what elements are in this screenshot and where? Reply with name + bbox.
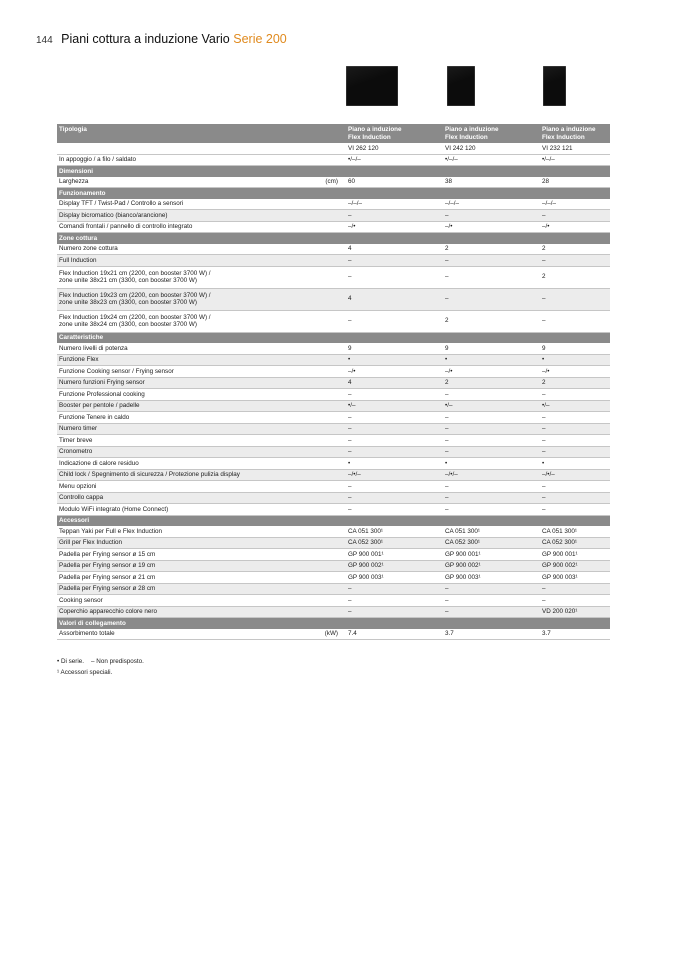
cell-value: – bbox=[443, 606, 540, 618]
row-label: Comandi frontali / pannello di controllo integrato bbox=[57, 221, 346, 233]
cell-value: 3.7 bbox=[443, 629, 540, 640]
cell-value: – bbox=[346, 412, 443, 424]
legend-line: • Di serie. – Non predisposto. bbox=[57, 658, 144, 665]
cell-value: GP 900 001¹ bbox=[443, 549, 540, 561]
row-label: Numero livelli di potenza bbox=[57, 343, 346, 354]
cell-value: – bbox=[540, 435, 610, 447]
cell-value: 7.4 bbox=[346, 629, 443, 640]
table-row bbox=[57, 526, 610, 537]
cell-value: 3.7 bbox=[540, 629, 610, 640]
cell-value: • bbox=[443, 458, 540, 470]
table-row bbox=[57, 469, 610, 481]
row-unit: (cm) bbox=[291, 177, 346, 188]
cell-value: •/– bbox=[540, 400, 610, 412]
cell-value: – bbox=[346, 492, 443, 504]
cell-value: 2 bbox=[540, 266, 610, 288]
cell-value: •/–/– bbox=[540, 154, 610, 166]
table-row bbox=[57, 288, 610, 310]
cell-value: – bbox=[346, 310, 443, 332]
row-label: Timer breve bbox=[57, 435, 346, 447]
table-row bbox=[57, 244, 610, 255]
cell-value: •/–/– bbox=[443, 154, 540, 166]
legend bbox=[57, 656, 144, 678]
cell-value: GP 900 002¹ bbox=[346, 560, 443, 572]
table-row bbox=[57, 366, 610, 378]
cell-value: CA 052 300¹ bbox=[540, 537, 610, 549]
cell-value: •/– bbox=[346, 400, 443, 412]
cell-value: 4 bbox=[346, 377, 443, 389]
cell-value: – bbox=[443, 210, 540, 222]
section-header: Accessori bbox=[57, 515, 610, 526]
table-row bbox=[57, 549, 610, 561]
cell-value: GP 900 001¹ bbox=[540, 549, 610, 561]
cell-value: – bbox=[540, 310, 610, 332]
table-row bbox=[57, 377, 610, 389]
cell-value: CA 051 300¹ bbox=[540, 526, 610, 537]
section-header: Dimensioni bbox=[57, 166, 610, 177]
row-label: Flex Induction 19x21 cm (2200, con booster 3700 W) / zone unite 38x21 cm (3300, con booster 3700 W) bbox=[57, 266, 346, 288]
product-image-vi242 bbox=[447, 66, 475, 106]
row-label: Grill per Flex Induction bbox=[57, 537, 346, 549]
table-row bbox=[57, 154, 610, 166]
cell-value: – bbox=[540, 595, 610, 607]
table-row bbox=[57, 310, 610, 332]
cell-value: –/–/– bbox=[540, 199, 610, 210]
product-type-3: Piano a induzione Flex Induction bbox=[540, 124, 610, 143]
cell-value: – bbox=[346, 423, 443, 435]
cell-value: – bbox=[540, 423, 610, 435]
cell-value: –/•/– bbox=[443, 469, 540, 481]
cell-value: –/• bbox=[443, 366, 540, 378]
cell-value: – bbox=[443, 412, 540, 424]
cell-value: GP 900 001¹ bbox=[346, 549, 443, 561]
cell-value: 4 bbox=[346, 288, 443, 310]
cell-value: – bbox=[540, 412, 610, 424]
row-label: Assorbimento totale bbox=[57, 629, 291, 640]
model-number: VI 242 120 bbox=[443, 143, 540, 154]
cell-value: – bbox=[540, 481, 610, 493]
table-row bbox=[57, 412, 610, 424]
cell-value: – bbox=[346, 435, 443, 447]
cell-value: 2 bbox=[540, 244, 610, 255]
cell-value: – bbox=[443, 481, 540, 493]
cell-value: 9 bbox=[443, 343, 540, 354]
row-label: Display bicromatico (bianco/arancione) bbox=[57, 210, 346, 222]
cell-value: –/• bbox=[346, 366, 443, 378]
page-title-series: Serie 200 bbox=[233, 32, 287, 46]
row-label: Modulo WiFi integrato (Home Connect) bbox=[57, 504, 346, 516]
cell-value: – bbox=[346, 389, 443, 401]
table-row bbox=[57, 595, 610, 607]
cell-value: •/–/– bbox=[346, 154, 443, 166]
cell-value: 2 bbox=[443, 310, 540, 332]
row-label: Funzione Flex bbox=[57, 354, 346, 366]
cell-value: – bbox=[540, 504, 610, 516]
page-title: Piani cottura a induzione Vario bbox=[61, 32, 234, 46]
table-row bbox=[57, 606, 610, 618]
row-label: Child lock / Spegnimento di sicurezza / Protezione pulizia display bbox=[57, 469, 346, 481]
cell-value: – bbox=[346, 446, 443, 458]
row-label: Cronometro bbox=[57, 446, 346, 458]
row-label: Numero zone cottura bbox=[57, 244, 346, 255]
cell-value: – bbox=[540, 446, 610, 458]
row-label: Display TFT / Twist-Pad / Controllo a sensori bbox=[57, 199, 346, 210]
page-number: 144 bbox=[36, 35, 53, 46]
row-label: Teppan Yaki per Full e Flex Induction bbox=[57, 526, 346, 537]
row-label: Booster per pentole / padelle bbox=[57, 400, 346, 412]
legend-line: ¹ Accessori speciali. bbox=[57, 669, 113, 676]
model-number: VI 232 121 bbox=[540, 143, 610, 154]
spec-table bbox=[57, 124, 610, 640]
cell-value: GP 900 002¹ bbox=[443, 560, 540, 572]
cell-value: –/• bbox=[540, 221, 610, 233]
cell-value: CA 052 300¹ bbox=[443, 537, 540, 549]
row-unit: (kW) bbox=[291, 629, 346, 640]
cell-value: VD 200 020¹ bbox=[540, 606, 610, 618]
cell-value: –/•/– bbox=[346, 469, 443, 481]
section-header: Zone cottura bbox=[57, 233, 610, 244]
cell-value: 4 bbox=[346, 244, 443, 255]
table-row bbox=[57, 177, 610, 188]
cell-value: 2 bbox=[443, 244, 540, 255]
page-header bbox=[36, 30, 287, 48]
row-label: Flex Induction 19x24 cm (2200, con booster 3700 W) / zone unite 38x24 cm (3300, con booster 3700 W) bbox=[57, 310, 346, 332]
cell-value: – bbox=[540, 389, 610, 401]
table-row bbox=[57, 492, 610, 504]
table-row bbox=[57, 389, 610, 401]
table-row bbox=[57, 400, 610, 412]
row-label: Padella per Frying sensor ø 19 cm bbox=[57, 560, 346, 572]
row-label: Padella per Frying sensor ø 21 cm bbox=[57, 572, 346, 584]
cell-value: – bbox=[540, 492, 610, 504]
table-row bbox=[57, 629, 610, 640]
cell-value: – bbox=[443, 423, 540, 435]
table-row bbox=[57, 537, 610, 549]
cell-value: GP 900 003¹ bbox=[540, 572, 610, 584]
table-header-row bbox=[57, 124, 610, 143]
cell-value: – bbox=[346, 595, 443, 607]
cell-value: • bbox=[346, 458, 443, 470]
table-row bbox=[57, 583, 610, 595]
cell-value: – bbox=[443, 492, 540, 504]
row-label: Menu opzioni bbox=[57, 481, 346, 493]
table-row bbox=[57, 221, 610, 233]
cell-value: GP 900 003¹ bbox=[346, 572, 443, 584]
tipologia-label: Tipologia bbox=[57, 124, 346, 143]
product-image-vi232 bbox=[543, 66, 566, 106]
table-row bbox=[57, 343, 610, 354]
cell-value: 28 bbox=[540, 177, 610, 188]
row-label: Larghezza bbox=[57, 177, 291, 188]
table-row bbox=[57, 255, 610, 267]
cell-value: – bbox=[346, 583, 443, 595]
cell-value: • bbox=[540, 354, 610, 366]
cell-value: GP 900 002¹ bbox=[540, 560, 610, 572]
cell-value: – bbox=[346, 606, 443, 618]
cell-value: –/• bbox=[346, 221, 443, 233]
table-row bbox=[57, 504, 610, 516]
section-header: Caratteristiche bbox=[57, 332, 610, 343]
cell-value: – bbox=[540, 583, 610, 595]
cell-value: – bbox=[443, 266, 540, 288]
cell-value: – bbox=[443, 595, 540, 607]
table-row bbox=[57, 266, 610, 288]
cell-value: – bbox=[346, 481, 443, 493]
cell-value: 2 bbox=[540, 377, 610, 389]
cell-value: – bbox=[540, 255, 610, 267]
cell-value: • bbox=[346, 354, 443, 366]
cell-value: –/–/– bbox=[443, 199, 540, 210]
table-row bbox=[57, 435, 610, 447]
table-row bbox=[57, 458, 610, 470]
cell-value: –/• bbox=[443, 221, 540, 233]
cell-value: – bbox=[346, 255, 443, 267]
cell-value: – bbox=[443, 446, 540, 458]
cell-value: – bbox=[540, 288, 610, 310]
row-label: Indicazione di calore residuo bbox=[57, 458, 346, 470]
cell-value: – bbox=[443, 255, 540, 267]
cell-value: • bbox=[443, 354, 540, 366]
cell-value: – bbox=[346, 504, 443, 516]
cell-value: 60 bbox=[346, 177, 443, 188]
cell-value: 2 bbox=[443, 377, 540, 389]
cell-value: • bbox=[540, 458, 610, 470]
row-label: Full Induction bbox=[57, 255, 346, 267]
table-row bbox=[57, 572, 610, 584]
row-label: Padella per Frying sensor ø 28 cm bbox=[57, 583, 346, 595]
model-row bbox=[57, 143, 610, 154]
row-label: Controllo cappa bbox=[57, 492, 346, 504]
row-label: Cooking sensor bbox=[57, 595, 346, 607]
row-label: In appoggio / a filo / saldato bbox=[57, 154, 346, 166]
row-label: Funzione Professional cooking bbox=[57, 389, 346, 401]
cell-value: GP 900 003¹ bbox=[443, 572, 540, 584]
cell-value: 9 bbox=[540, 343, 610, 354]
cell-value: – bbox=[443, 583, 540, 595]
row-label: Funzione Tenere in caldo bbox=[57, 412, 346, 424]
row-label: Padella per Frying sensor ø 15 cm bbox=[57, 549, 346, 561]
cell-value: 38 bbox=[443, 177, 540, 188]
table-row bbox=[57, 446, 610, 458]
row-label: Coperchio apparecchio colore nero bbox=[57, 606, 346, 618]
table-row bbox=[57, 560, 610, 572]
cell-value: – bbox=[346, 266, 443, 288]
cell-value: – bbox=[443, 435, 540, 447]
table-row bbox=[57, 354, 610, 366]
cell-value: CA 051 300¹ bbox=[443, 526, 540, 537]
cell-value: –/• bbox=[540, 366, 610, 378]
row-label: Funzione Cooking sensor / Frying sensor bbox=[57, 366, 346, 378]
product-type-2: Piano a induzione Flex Induction bbox=[443, 124, 540, 143]
cell-value: – bbox=[443, 504, 540, 516]
table-row bbox=[57, 481, 610, 493]
cell-value: •/– bbox=[443, 400, 540, 412]
cell-value: –/•/– bbox=[540, 469, 610, 481]
model-number: VI 262 120 bbox=[346, 143, 443, 154]
cell-value: –/–/– bbox=[346, 199, 443, 210]
section-header: Funzionamento bbox=[57, 188, 610, 199]
table-row bbox=[57, 423, 610, 435]
cell-value: – bbox=[540, 210, 610, 222]
row-label: Flex Induction 19x23 cm (2200, con booster 3700 W) / zone unite 38x23 cm (3300, con booster 3700 W) bbox=[57, 288, 346, 310]
cell-value: – bbox=[346, 210, 443, 222]
table-row bbox=[57, 210, 610, 222]
cell-value: CA 052 300¹ bbox=[346, 537, 443, 549]
table-row bbox=[57, 199, 610, 210]
cell-value: – bbox=[443, 389, 540, 401]
row-label: Numero timer bbox=[57, 423, 346, 435]
row-label: Numero funzioni Frying sensor bbox=[57, 377, 346, 389]
product-image-vi262 bbox=[346, 66, 398, 106]
cell-value: – bbox=[443, 288, 540, 310]
cell-value: 9 bbox=[346, 343, 443, 354]
product-type-1: Piano a induzione Flex Induction bbox=[346, 124, 443, 143]
cell-value: CA 051 300¹ bbox=[346, 526, 443, 537]
section-header: Valori di collegamento bbox=[57, 618, 610, 629]
